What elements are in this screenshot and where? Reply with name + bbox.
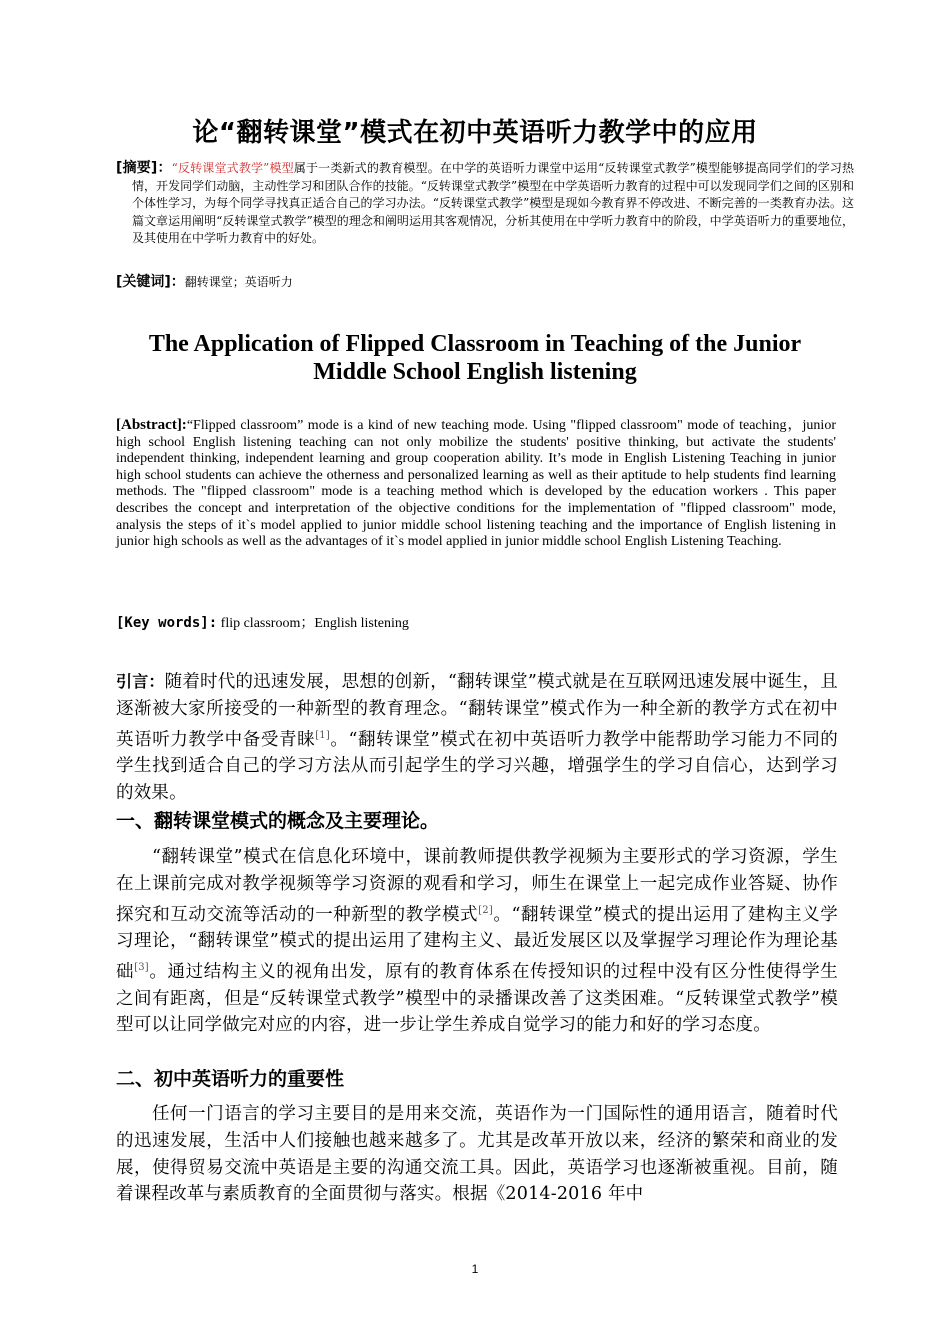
- english-keywords-text: flip classroom；English listening: [217, 616, 409, 631]
- english-keywords: [116, 612, 409, 632]
- introduction-text-2: 。“翻转课堂”模式在初中英语听力教学中能帮助学习能力不同的学生找到适合自己的学习方法从而引起学生的学习兴趣，增强学生的学习自信心，达到学习的效果。: [116, 729, 838, 804]
- citation-2: [2]: [478, 904, 493, 916]
- english-keywords-label: [Key words]:: [116, 615, 218, 631]
- section-2-heading: 二、初中英语听力的重要性: [116, 1068, 345, 1090]
- section-1-text-3: 。通过结构主义的视角出发，原有的教育体系在传授知识的过程中没有区分性使得学生之间有距离，但是“反转课堂式教学”模型中的录播课改善了这类困难。“反转课堂式教学”模型可以让同学做完对应的内容，进一步让学生养成自觉学习的能力和好的学习态度。: [116, 961, 838, 1036]
- introduction-paragraph: [116, 669, 838, 807]
- section-2-paragraph: 任何一门语言的学习主要目的是用来交流，英语作为一门国际性的通用语言，随着时代的迅速发展，生活中人们接触也越来越多了。尤其是改革开放以来，经济的繁荣和商业的发展，使得贸易交流中英语是主要的沟通交流工具。因此，英语学习也逐渐被重视。目前，随着课程改革与素质教育的全面贯彻与落实。根据《2014-2016 年中: [116, 1104, 838, 1205]
- chinese-title: 论“翻转课堂”模式在初中英语听力教学中的应用: [192, 118, 758, 148]
- section-1-text-1: “翻转课堂”模式在信息化环境中，课前教师提供教学视频为主要形式的学习资源，学生在上课前完成对教学视频等学习资源的观看和学习，师生在课堂上一起完成作业答疑、协作探究和互动交流等活动的一种新型的教学模式: [116, 847, 838, 925]
- chinese-keywords-label: [关键词]：: [116, 274, 185, 290]
- introduction-label: 引言：: [116, 672, 165, 691]
- chinese-abstract-text: 属于一类新式的教育模型。在中学的英语听力课堂中运用“反转课堂式教学”模型能够提高同学们的学习热情，开发同学们动脑，主动性学习和团队合作的技能。“反转课堂式教学”模型在中学英语听力教育的过程中可以发现同学们之间的区别和个体性学习，为每个同学寻找真正适合自己的学习办法。“反转课堂式教学”模型是现如今教育界不停改进、不断完善的一类教育办法。这篇文章运用阐明“反转课堂式教学”模型的理念和阐明运用其客观情况，分析其使用在中学听力教育中的阶段，中学英语听力的重要地位，及其使用在中学听力教育中的好处。: [132, 161, 854, 245]
- chinese-abstract-label: [摘要]：: [116, 160, 172, 176]
- english-abstract-label: [Abstract]:: [116, 417, 187, 433]
- abstract-highlight: “反转课堂式教学”模型: [171, 161, 294, 175]
- english-abstract: [116, 417, 836, 551]
- section-1-paragraph: [116, 844, 838, 1039]
- english-abstract-text: “Flipped classroom” mode is a kind of new teaching mode. Using "flipped classroom" mode of teaching，junior high school English listening teaching can not only mobilize the students' positive thinking, but activate the students' independent thinking, independent learning and group cooperation ability. It’s mode in English Listening Teaching in junior high school students can achieve the otherness and personalized learning as well as their aptitude to help students find learning methods. The "flipped classroom" mode is a teaching method which is developed by the education workers . This paper describes the concept and interpretation of the objective conditions for the implementation of "flipped classroom" mode, analysis the steps of it`s model applied to junior middle school listening teaching and the importance of English listening in junior high schools as well as the advantages of it`s model applied in junior middle school English Listening Teaching.: [116, 418, 836, 550]
- citation-1: [1]: [315, 729, 330, 741]
- citation-3: [3]: [134, 962, 149, 974]
- english-title: The Application of Flipped Classroom in Teaching of the Junior Middle School English listening: [148, 331, 802, 385]
- chinese-keywords-text: 翻转课堂；英语听力: [184, 275, 293, 289]
- chinese-keywords: [116, 271, 293, 291]
- chinese-abstract: [116, 160, 854, 248]
- page-number: 1: [471, 1262, 479, 1276]
- section-1-heading: 一、翻转课堂模式的概念及主要理论。: [116, 810, 440, 832]
- section-1-text-2: 。“翻转课堂”模式的提出运用了建构主义学习理论，“翻转课堂”模式的提出运用了建构主义、最近发展区以及掌握学习理论作为理论基础: [116, 904, 838, 982]
- introduction-text-1: 随着时代的迅速发展，思想的创新，“翻转课堂”模式就是在互联网迅速发展中诞生，且逐渐被大家所接受的一种新型的教育理念。“翻转课堂”模式作为一种全新的教学方式在初中英语听力教学中备受青睐: [116, 672, 838, 750]
